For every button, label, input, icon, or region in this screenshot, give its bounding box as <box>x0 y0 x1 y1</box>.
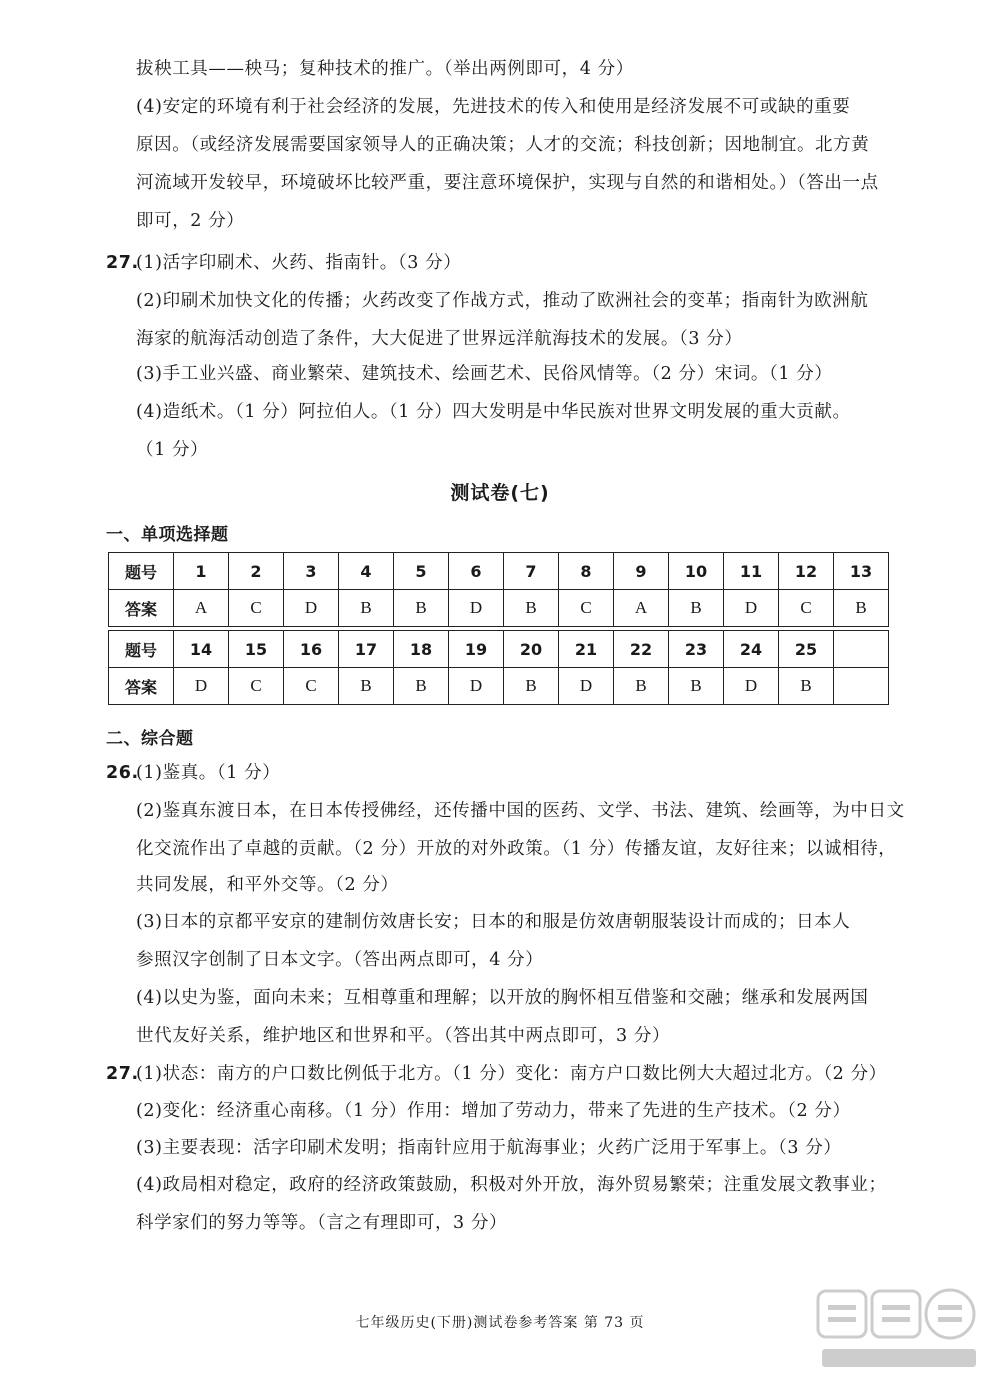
question-number-cell: 12 <box>779 553 834 590</box>
text-line: 化交流作出了卓越的贡献。（2 分）开放的对外政策。（1 分）传播友谊，友好往来；以诚相待， <box>136 839 897 859</box>
table-row <box>109 553 889 590</box>
question-number-cell: 13 <box>834 553 889 590</box>
answer-cell: B <box>779 668 834 705</box>
text-line: (1)状态：南方的户口数比例低于北方。（1 分）变化：南方户口数比例大大超过北方。（2 分） <box>136 1064 887 1084</box>
row-label: 题号 <box>109 631 174 668</box>
question-number-cell: 11 <box>724 553 779 590</box>
answer-cell <box>834 668 889 705</box>
question-number-cell: 9 <box>614 553 669 590</box>
test-title: 测试卷(七) <box>450 482 550 504</box>
answer-cell: D <box>559 668 614 705</box>
question-number-cell: 7 <box>504 553 559 590</box>
text-line: 即可，2 分） <box>136 211 245 231</box>
text-line: (4)安定的环境有利于社会经济的发展，先进技术的传入和使用是经济发展不可或缺的重要 <box>136 97 851 117</box>
page-footer: 七年级历史(下册)测试卷参考答案 第 73 页 <box>355 1315 645 1331</box>
text-line: (3)主要表现：活字印刷术发明；指南针应用于航海事业；火药广泛用于军事上。（3 分） <box>136 1138 842 1158</box>
question-number-cell: 15 <box>229 631 284 668</box>
text-line: 拔秧工具——秧马；复种技术的推广。（举出两例即可，4 分） <box>136 59 634 79</box>
answer-cell: A <box>614 590 669 627</box>
question-number-cell: 19 <box>449 631 504 668</box>
answer-cell: D <box>724 590 779 627</box>
question-number-cell: 2 <box>229 553 284 590</box>
section-heading: 一、单项选择题 <box>106 525 229 545</box>
question-number-cell: 18 <box>394 631 449 668</box>
question-number: 27. <box>106 253 139 273</box>
question-number-cell: 21 <box>559 631 614 668</box>
question-number-cell: 1 <box>174 553 229 590</box>
question-number: 26. <box>106 763 139 783</box>
answer-cell: B <box>504 590 559 627</box>
answer-cell: B <box>834 590 889 627</box>
answer-cell: C <box>284 668 339 705</box>
answer-cell: C <box>779 590 834 627</box>
table-row <box>109 590 889 627</box>
question-number-cell: 17 <box>339 631 394 668</box>
answer-cell: D <box>284 590 339 627</box>
answer-cell: C <box>559 590 614 627</box>
section-heading: 二、综合题 <box>106 729 194 749</box>
answer-cell: B <box>614 668 669 705</box>
table-row <box>109 668 889 705</box>
answer-cell: B <box>504 668 559 705</box>
answer-cell: D <box>449 668 504 705</box>
question-number-cell: 22 <box>614 631 669 668</box>
text-line: （1 分） <box>136 440 209 460</box>
row-label: 答案 <box>109 590 174 627</box>
question-number-cell: 8 <box>559 553 614 590</box>
question-number-cell: 24 <box>724 631 779 668</box>
text-line: 河流域开发较早，环境破坏比较严重，要注意环境保护，实现与自然的和谐相处。）（答出一点 <box>136 173 879 193</box>
text-line: 科学家们的努力等等。（言之有理即可，3 分） <box>136 1213 508 1233</box>
question-number-cell: 23 <box>669 631 724 668</box>
answer-cell: D <box>724 668 779 705</box>
text-line: (1)活字印刷术、火药、指南针。（3 分） <box>136 253 462 273</box>
text-line: (2)印刷术加快文化的传播；火药改变了作战方式，推动了欧洲社会的变革；指南针为欧洲航 <box>136 291 869 311</box>
answer-cell: D <box>449 590 504 627</box>
answer-cell: B <box>339 590 394 627</box>
answer-cell: C <box>229 668 284 705</box>
text-line: (1)鉴真。（1 分） <box>136 763 281 783</box>
answer-cell: B <box>394 668 449 705</box>
text-line: 参照汉字创制了日本文字。（答出两点即可，4 分） <box>136 950 544 970</box>
text-line: (2)变化：经济重心南移。（1 分）作用：增加了劳动力，带来了先进的生产技术。（2 分） <box>136 1101 851 1121</box>
text-line: (4)造纸术。（1 分）阿拉伯人。（1 分）四大发明是中华民族对世界文明发展的重大贡献。 <box>136 402 851 422</box>
answer-cell: B <box>669 590 724 627</box>
text-line: 原因。（或经济发展需要国家领导人的正确决策；人才的交流；科技创新；因地制宜。北方黄 <box>136 135 870 155</box>
question-number-cell: 16 <box>284 631 339 668</box>
text-line: 世代友好关系，维护地区和世界和平。（答出其中两点即可，3 分） <box>136 1026 671 1046</box>
text-line: 海家的航海活动创造了条件，大大促进了世界远洋航海技术的发展。（3 分） <box>136 329 743 349</box>
answer-cell: B <box>669 668 724 705</box>
answer-cell: D <box>174 668 229 705</box>
text-line: (3)手工业兴盛、商业繁荣、建筑技术、绘画艺术、民俗风情等。（2 分）宋词。（1 分） <box>136 364 833 384</box>
answer-table-1 <box>108 552 889 627</box>
answer-cell: B <box>394 590 449 627</box>
watermark-logo <box>814 1285 984 1375</box>
answer-cell: B <box>339 668 394 705</box>
question-number-cell: 5 <box>394 553 449 590</box>
question-number-cell: 25 <box>779 631 834 668</box>
text-line: (3)日本的京都平安京的建制仿效唐长安；日本的和服是仿效唐朝服装设计而成的；日本人 <box>136 912 851 932</box>
question-number-cell: 14 <box>174 631 229 668</box>
question-number-cell: 10 <box>669 553 724 590</box>
question-number-cell: 6 <box>449 553 504 590</box>
text-line: 共同发展，和平外交等。（2 分） <box>136 875 399 895</box>
question-number-cell: 4 <box>339 553 394 590</box>
text-line: (4)政局相对稳定，政府的经济政策鼓励，积极对外开放，海外贸易繁荣；注重发展文教事业； <box>136 1175 887 1195</box>
text-line: (4)以史为鉴，面向未来；互相尊重和理解；以开放的胸怀相互借鉴和交融；继承和发展两国 <box>136 988 869 1008</box>
text-line: (2)鉴真东渡日本，在日本传授佛经，还传播中国的医药、文学、书法、建筑、绘画等，为中日文 <box>136 801 905 821</box>
row-label: 答案 <box>109 668 174 705</box>
question-number: 27. <box>106 1064 139 1084</box>
answer-cell: A <box>174 590 229 627</box>
question-number-cell <box>834 631 889 668</box>
row-label: 题号 <box>109 553 174 590</box>
answer-table-2 <box>108 630 889 705</box>
table-row <box>109 631 889 668</box>
question-number-cell: 20 <box>504 631 559 668</box>
question-number-cell: 3 <box>284 553 339 590</box>
answer-cell: C <box>229 590 284 627</box>
